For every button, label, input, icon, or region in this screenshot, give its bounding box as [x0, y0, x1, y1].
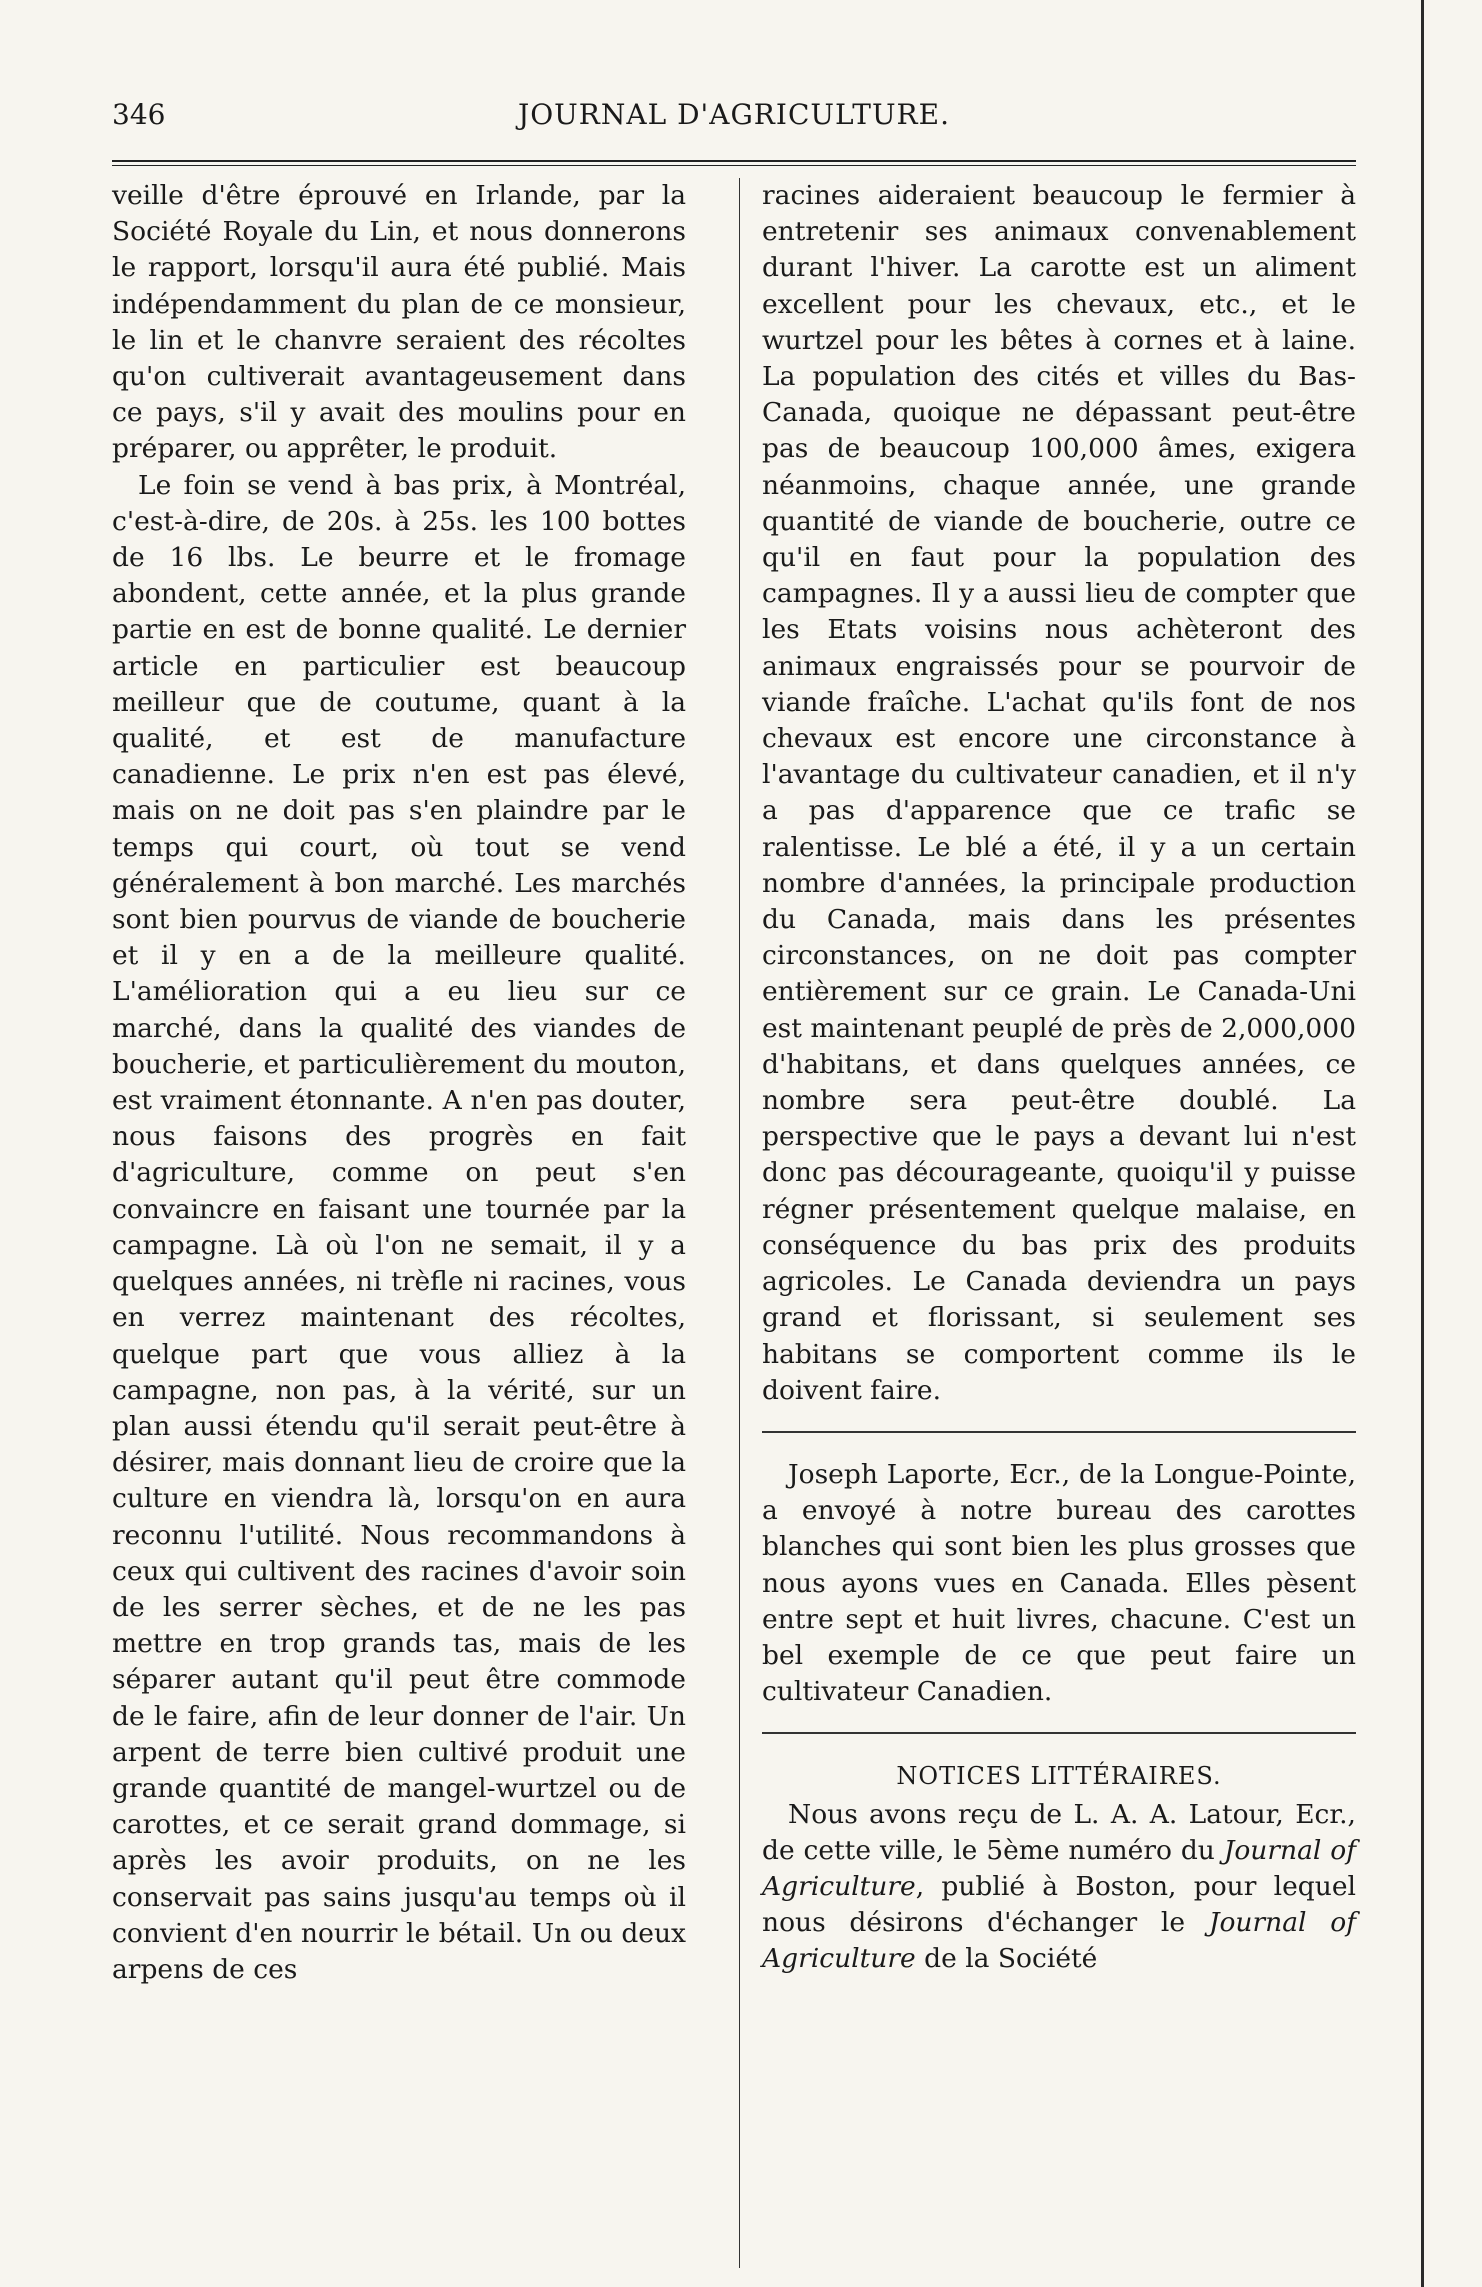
section-rule	[762, 1431, 1356, 1433]
text-run: , publié à Boston, pour lequel nous désirons d'échanger le	[762, 1870, 1356, 1939]
text-run: Nous avons reçu de L. A. A. Latour, Ecr., de cette ville, le 5ème numéro du	[762, 1798, 1356, 1866]
page-header	[112, 98, 1356, 138]
section-rule	[762, 1732, 1356, 1734]
text-run: de la Société	[915, 1943, 1098, 1975]
paragraph: veille d'être éprouvé en Irlande, par la Société Royale du Lin, et nous donnerons le rapport, lorsqu'il aura été publié. Mais indépendamment du plan de ce monsieur, le lin et le chanvre seraient des récoltes qu'on cultiverait avantageusement dans ce pays, s'il y avait des moulins pour en préparer, ou apprêter, le produit.	[112, 180, 686, 465]
header-rule	[112, 160, 1356, 166]
section-heading: NOTICES LITTÉRAIRES.	[896, 1762, 1222, 1791]
left-column	[112, 178, 686, 1988]
paragraph	[762, 1797, 1356, 1978]
journal-title: Journal of Agriculture	[762, 1907, 1356, 1975]
paragraph: Le foin se vend à bas prix, à Montréal, c'est-à-dire, de 20s. à 25s. les 100 bottes de 16 lbs. Le beurre et le fromage abondent, cette année, et la plus grande partie en est de bonne qualité. Le dernier article en particulier est beaucoup meilleur que de coutume, quant à la qualité, et est de manufacture canadienne. Le prix n'en est pas élevé, mais on ne doit pas s'en plaindre par le temps qui court, où tout se vend généralement à bon marché. Les marchés sont bien pourvus de viande de boucherie et il y en a de la meilleure qualité. L'amélioration qui a eu lieu sur ce marché, dans la qualité des viandes de boucherie, et particulièrement du mouton, est vraiment étonnante. A n'en pas douter, nous faisons des progrès en fait d'agriculture, comme on peut s'en convaincre en faisant une tournée par la campagne. Là où l'on ne semait, il y a quelques années, ni trèfle ni racines, vous en verrez maintenant des récoltes, quelque part que vous alliez à la campagne, non pas, à la vérité, sur un plan aussi étendu qu'il serait peut-être à désirer, mais donnant lieu de croire que la culture en viendra là, lorsqu'on en aura reconnu l'utilité. Nous recommandons à ceux qui cultivent des racines d'avoir soin de les serrer sèches, et de ne les pas mettre en trop grands tas, mais de les séparer autant qu'il peut être commode de le faire, afin de leur donner de l'air. Un arpent de terre bien cultivé produit une grande quantité de mangel-wurtzel ou de carottes, et ce serait grand dommage, si après les avoir produits, on ne les conservait pas sains jusqu'au temps où il convient d'en nourrir le bétail. Un ou deux arpens de ces	[112, 469, 686, 1985]
right-column	[762, 178, 1356, 1978]
column-divider	[739, 178, 740, 2268]
journal-title: Journal of Agriculture	[762, 1834, 1357, 1902]
page-edge-line	[1421, 0, 1424, 2287]
running-title: JOURNAL D'AGRICULTURE.	[518, 98, 950, 131]
paragraph: Joseph Laporte, Ecr., de la Longue-Pointe, a envoyé à notre bureau des carottes blanches qui sont bien les plus grosses que nous ayons vues en Canada. Elles pèsent entre sept et huit livres, chacune. C'est un bel exemple de ce que peut faire un cultivateur Canadien.	[762, 1458, 1356, 1708]
page-number: 346	[112, 98, 166, 131]
paragraph: racines aideraient beaucoup le fermier à entretenir ses animaux convenablement durant l'hiver. La carotte est un aliment excellent pour les chevaux, etc., et le wurtzel pour les bêtes à cornes et à laine. La population des cités et villes du Bas-Canada, quoique ne dépassant peut-être pas de beaucoup 100,000 âmes, exigera néanmoins, chaque année, une grande quantité de viande de boucherie, outre ce qu'il en faut pour la population des campagnes. Il y a aussi lieu de compter que les Etats voisins nous achèteront des animaux engraissés pour se pourvoir de viande fraîche. L'achat qu'ils font de nos chevaux est encore une circonstance à l'avantage du cultivateur canadien, et il n'y a pas d'apparence que ce trafic se ralentisse. Le blé a été, il y a un certain nombre d'années, la principale production du Canada, mais dans les présentes circonstances, on ne doit pas compter entièrement sur ce grain. Le Canada-Uni est maintenant peuplé de près de 2,000,000 d'habitans, et dans quelques années, ce nombre sera peut-être doublé. La perspective que le pays a devant lui n'est donc pas décourageante, quoiqu'il y puisse régner présentement quelque malaise, en conséquence du bas prix des produits agricoles. Le Canada deviendra un pays grand et florissant, si seulement ses habitans se comportent comme ils le doivent faire.	[762, 180, 1356, 1406]
